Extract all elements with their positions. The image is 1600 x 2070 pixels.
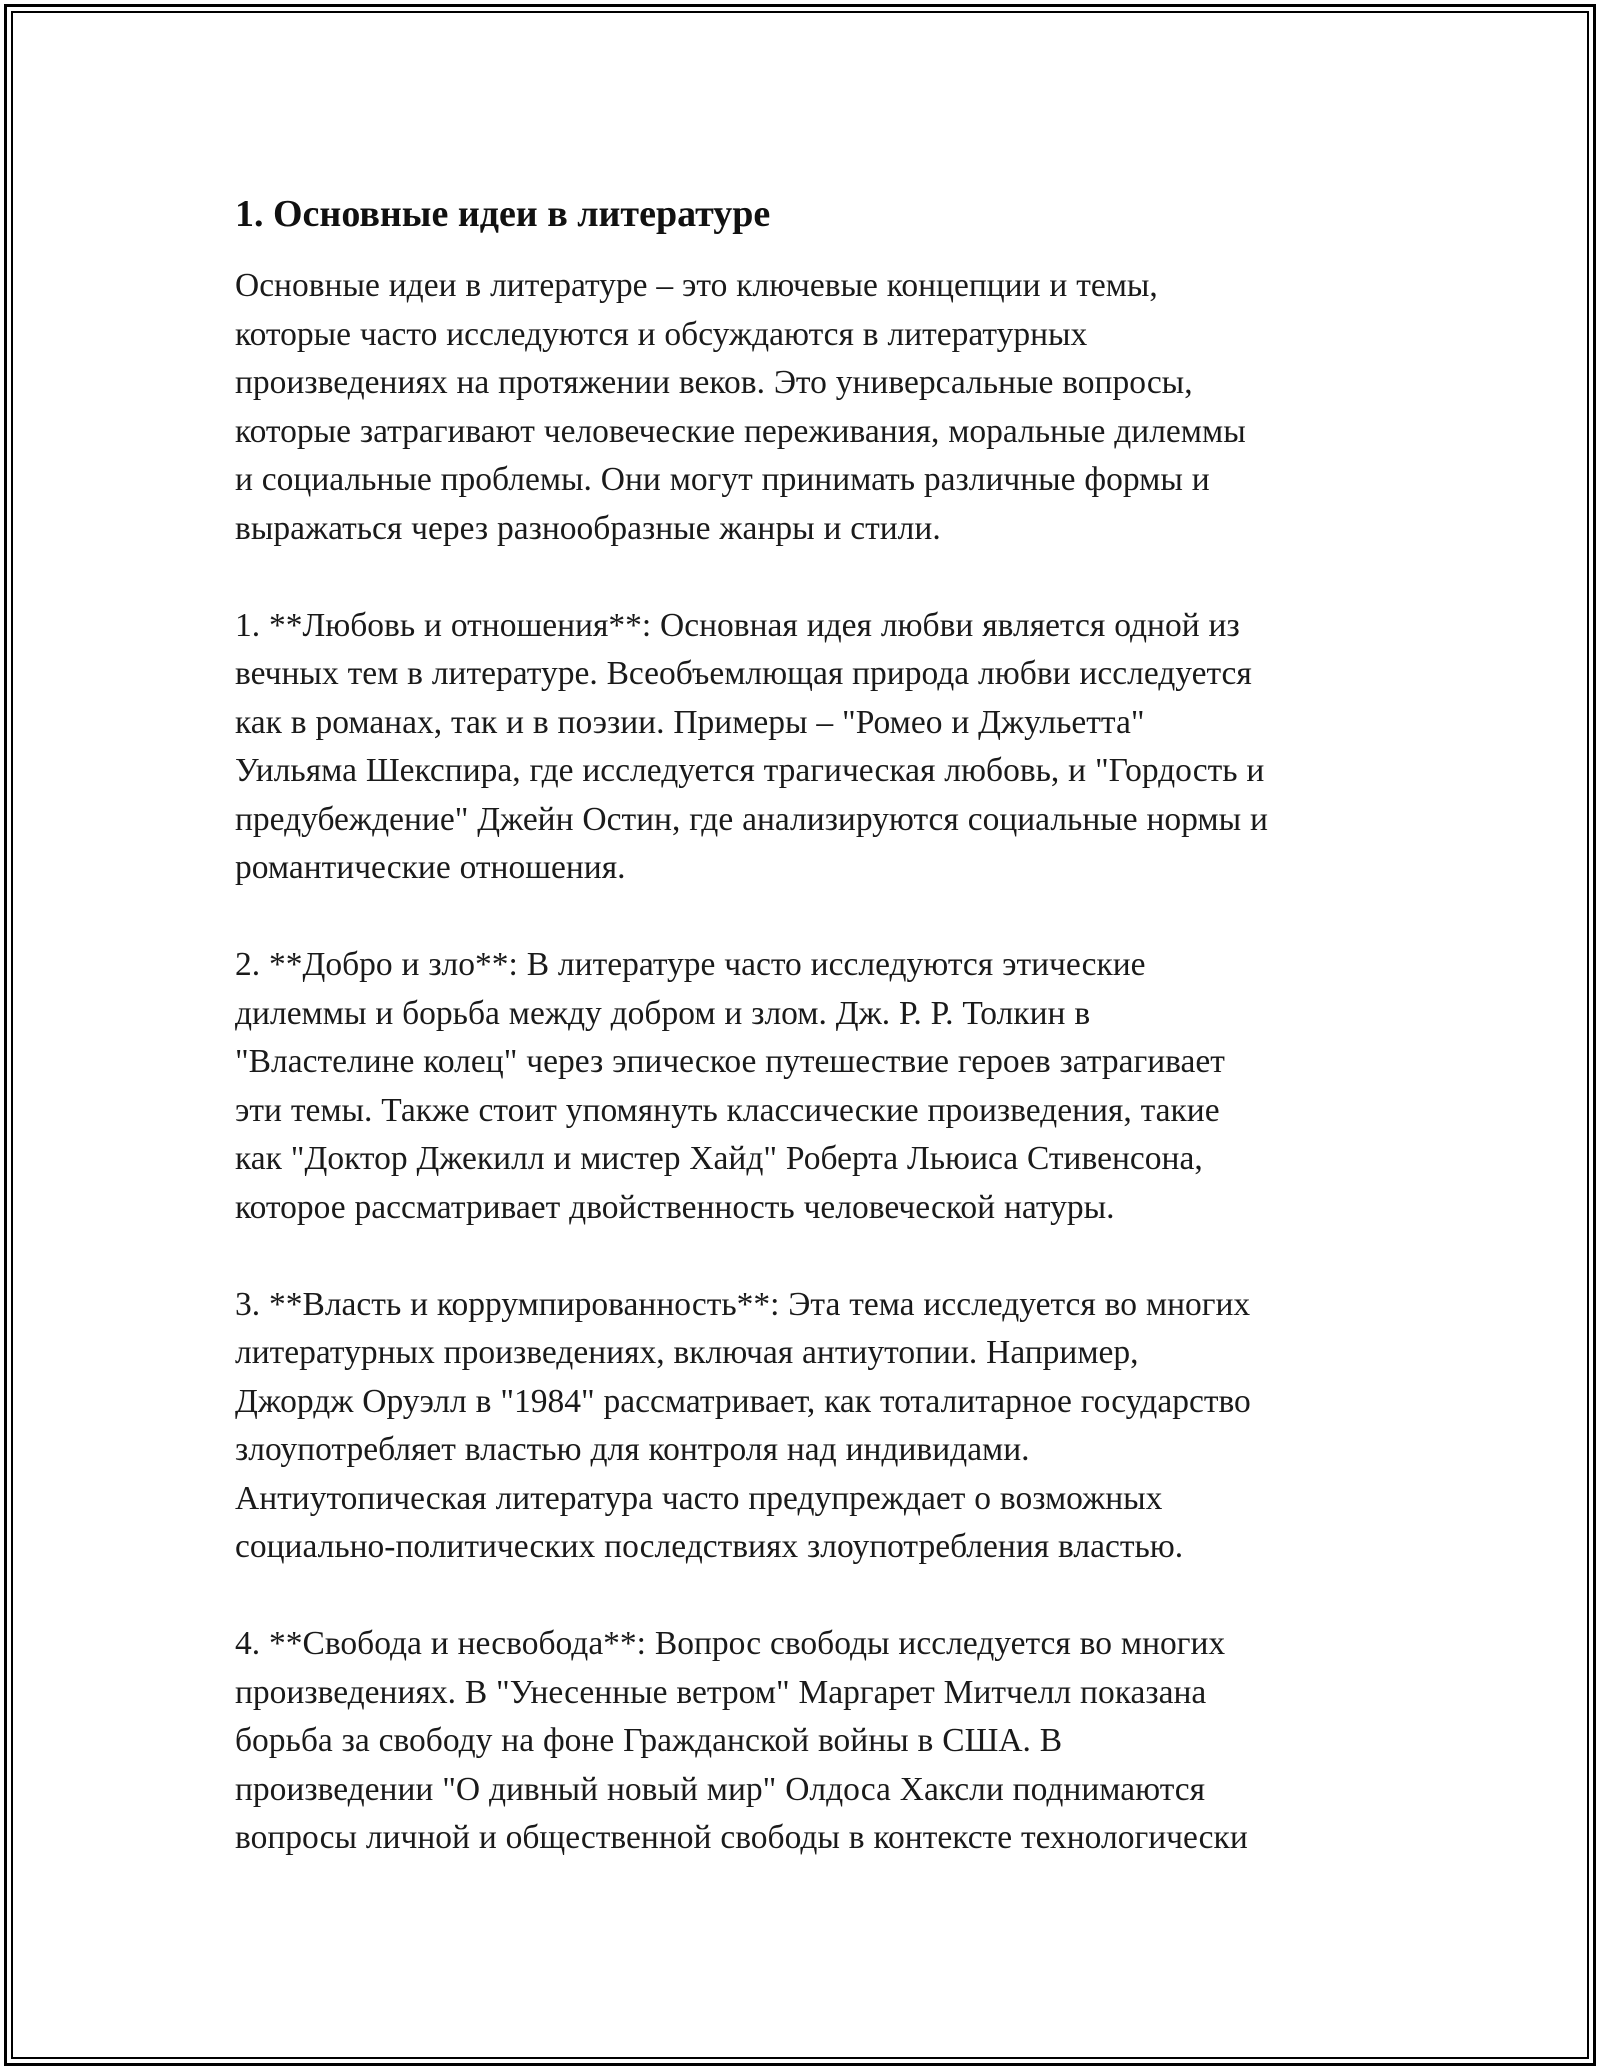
text-line: предубеждение" Джейн Остин, где анализируются социальные нормы и	[235, 800, 1268, 838]
text-line: эти темы. Также стоит упомянуть классические произведения, такие	[235, 1091, 1220, 1129]
text-line: злоупотребляет властью для контроля над индивидами.	[235, 1431, 1030, 1468]
paragraph-intro	[235, 262, 1385, 553]
text-line: Антиутопическая литература часто предупреждает о возможных	[235, 1479, 1163, 1517]
document-page	[235, 186, 1385, 1863]
text-line: 3. **Власть и коррумпированность**: Эта тема исследуется во многих	[235, 1285, 1251, 1323]
text-line: которые затрагивают человеческие переживания, моральные дилеммы	[235, 412, 1246, 450]
paragraph-love	[235, 602, 1385, 893]
text-line: выражаться через разнообразные жанры и стили.	[235, 509, 941, 547]
paragraph-good-evil	[235, 941, 1385, 1232]
text-line: борьба за свободу на фоне Гражданской войны в США. В	[235, 1722, 1063, 1759]
text-line: 1. **Любовь и отношения**: Основная идея любви является одной из	[235, 606, 1240, 644]
text-line: 2. **Добро и зло**: В литературе часто исследуются этические	[235, 946, 1146, 983]
text-line: 4. **Свобода и несвобода**: Вопрос свободы исследуется во многих	[235, 1625, 1226, 1662]
text-line: дилеммы и борьба между добром и злом. Дж. Р. Р. Толкин в	[235, 994, 1091, 1032]
text-line: литературных произведениях, включая антиутопии. Например,	[235, 1334, 1139, 1371]
paragraph-power	[235, 1281, 1385, 1572]
text-line: и социальные проблемы. Они могут принимать различные формы и	[235, 461, 1210, 498]
text-line: Джордж Оруэлл в "1984" рассматривает, как тоталитарное государство	[235, 1382, 1251, 1420]
text-line: которое рассматривает двойственность человеческой натуры.	[235, 1188, 1115, 1226]
text-line: социально-политических последствиях злоупотребления властью.	[235, 1528, 1184, 1565]
text-line: которые часто исследуются и обсуждаются в литературных	[235, 315, 1088, 353]
text-line: Основные идеи в литературе – это ключевые концепции и темы,	[235, 267, 1158, 304]
text-line: вопросы личной и общественной свободы в контексте технологически	[235, 1819, 1248, 1856]
text-line: Уильяма Шекспира, где исследуется трагическая любовь, и "Гордость и	[235, 752, 1265, 789]
text-line: произведениях на протяжении веков. Это универсальные вопросы,	[235, 364, 1193, 401]
text-line: произведении "О дивный новый мир" Олдоса Хаксли поднимаются	[235, 1770, 1206, 1808]
paragraph-freedom	[235, 1620, 1385, 1863]
text-line: "Властелине колец" через эпическое путешествие героев затрагивает	[235, 1043, 1225, 1080]
text-line: как в романах, так и в поэзии. Примеры – "Ромео и Джульетта"	[235, 703, 1145, 741]
text-line: вечных тем в литературе. Всеобъемлющая природа любви исследуется	[235, 655, 1252, 692]
section-heading: 1. Основные идеи в литературе	[235, 193, 771, 235]
text-line: как "Доктор Джекилл и мистер Хайд" Роберта Льюиса Стивенсона,	[235, 1140, 1203, 1177]
text-line: произведениях. В "Унесенные ветром" Маргарет Митчелл показана	[235, 1673, 1207, 1711]
text-line: романтические отношения.	[235, 849, 626, 886]
